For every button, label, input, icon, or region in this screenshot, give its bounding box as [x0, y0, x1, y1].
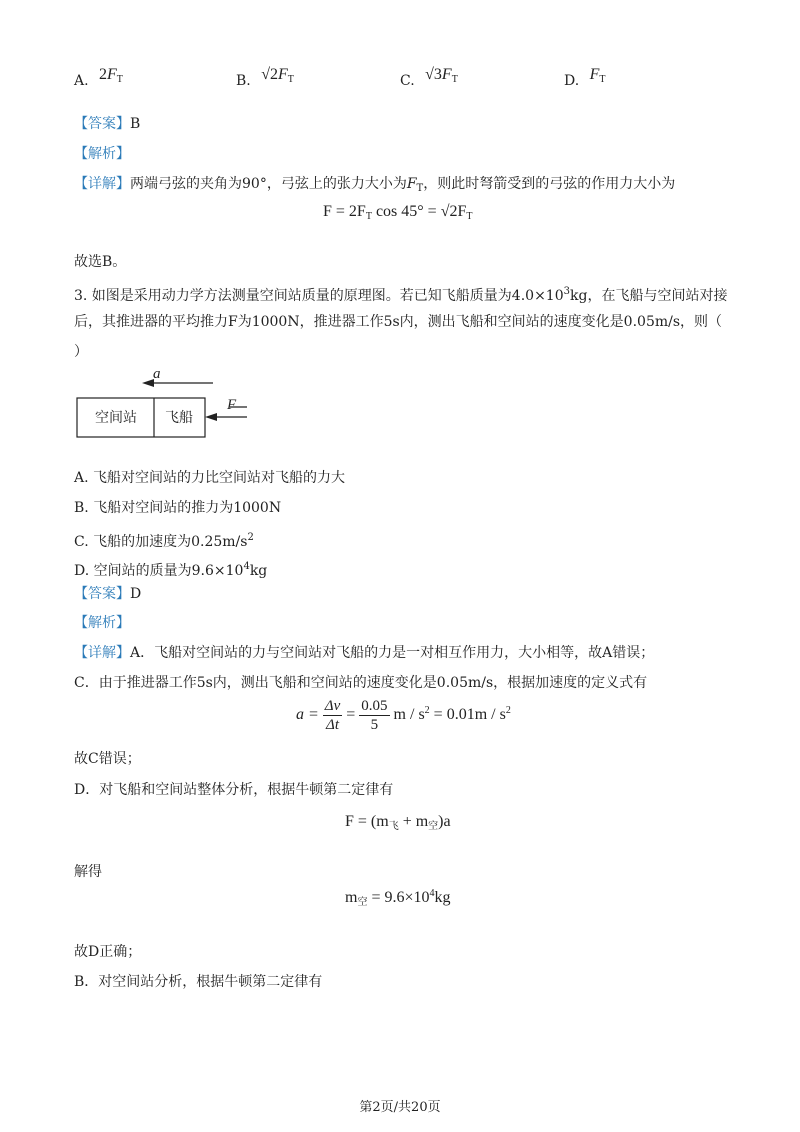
detail-q3-a: 【详解】A．飞船对空间站的力与空间站对飞船的力是一对相互作用力，大小相等，故A错误；	[74, 645, 655, 661]
conclusion-d: 故D正确；	[74, 944, 142, 960]
option-b: B. $√2F_T$	[236, 66, 294, 89]
q3-option-c: C. 飞船的加速度为$0.25m/s^2$	[74, 532, 254, 550]
q3-option-b: B. 飞船对空间站的推力为1000N	[74, 500, 282, 516]
q3-option-a: A. 飞船对空间站的力比空间站对飞船的力大	[74, 470, 346, 486]
detail-q3-d: D．对飞船和空间站整体分析，根据牛顿第二定律有	[74, 782, 394, 798]
formula-newton: $F = (m_飞 + m_空)a$	[345, 813, 451, 832]
space-station-label: 空间站	[95, 410, 137, 426]
option-c-formula: $√3F_T$	[425, 66, 458, 85]
option-d: D. $F_T$	[564, 66, 606, 89]
formula-q2: $F = 2F_T$ $\cos 45^\circ = √2F_T$	[323, 203, 473, 222]
spaceship-label: 飞船	[165, 410, 193, 426]
label-f: F	[227, 397, 237, 413]
answer-q3: 【答案】D	[74, 586, 142, 602]
q3-stem-line2: 后，其推进器的平均推力F为1000N，推进器工作5s内，测出飞船和空间站的速度变化是0.05m/s，则（	[74, 314, 723, 330]
page-footer: 第2页/共20页	[359, 1100, 441, 1115]
q3-option-d: D. 空间站的质量为$9.6\times 10^4kg$	[74, 561, 268, 579]
analysis-tag-q2: 【解析】	[74, 146, 130, 162]
jie-de: 解得	[74, 864, 102, 880]
answer-tag: 【答案】	[74, 116, 130, 132]
conclusion-q2: 故选B。	[74, 254, 127, 270]
option-d-formula: $F_T$	[589, 66, 606, 85]
force-arrow-head	[205, 413, 217, 421]
q3-stem-line1: 3. 如图是采用动力学方法测量空间站质量的原理图。若已知飞船质量为$4.0\times 10^3kg$，在飞船与空间站对接	[74, 286, 728, 304]
detail-q3-b: B．对空间站分析，根据牛顿第二定律有	[74, 974, 323, 990]
answer-q2: 【答案】B	[74, 116, 141, 132]
option-c: C. $√3F_T$	[400, 66, 458, 89]
q3-stem-line3: ）	[74, 344, 88, 360]
label-a: a	[153, 366, 161, 382]
detail-q3-c: C．由于推进器工作5s内，测出飞船和空间站的速度变化是0.05m/s，根据加速度的定义式有	[74, 675, 648, 691]
analysis-tag-q3: 【解析】	[74, 615, 130, 631]
option-a: A. $2F_T$	[74, 66, 123, 89]
option-b-formula: $√2F_T$	[261, 66, 294, 85]
conclusion-c: 故C错误；	[74, 751, 141, 767]
q3-figure	[70, 365, 270, 445]
formula-acceleration: a = $\frac{\Delta v}{\Delta t}$ = $\frac{0.05}{5}$ $m / s^2 = 0.01m / s^2$	[296, 698, 511, 733]
formula-mass: $m_空 = 9.6\times 10^4kg$	[345, 888, 451, 908]
option-a-formula: $2F_T$	[99, 66, 123, 85]
detail-q2: 【详解】两端弓弦的夹角为90°，弓弦上的张力大小为$F_T$，则此时弩箭受到的弓弦的作用力大小为	[74, 176, 676, 194]
